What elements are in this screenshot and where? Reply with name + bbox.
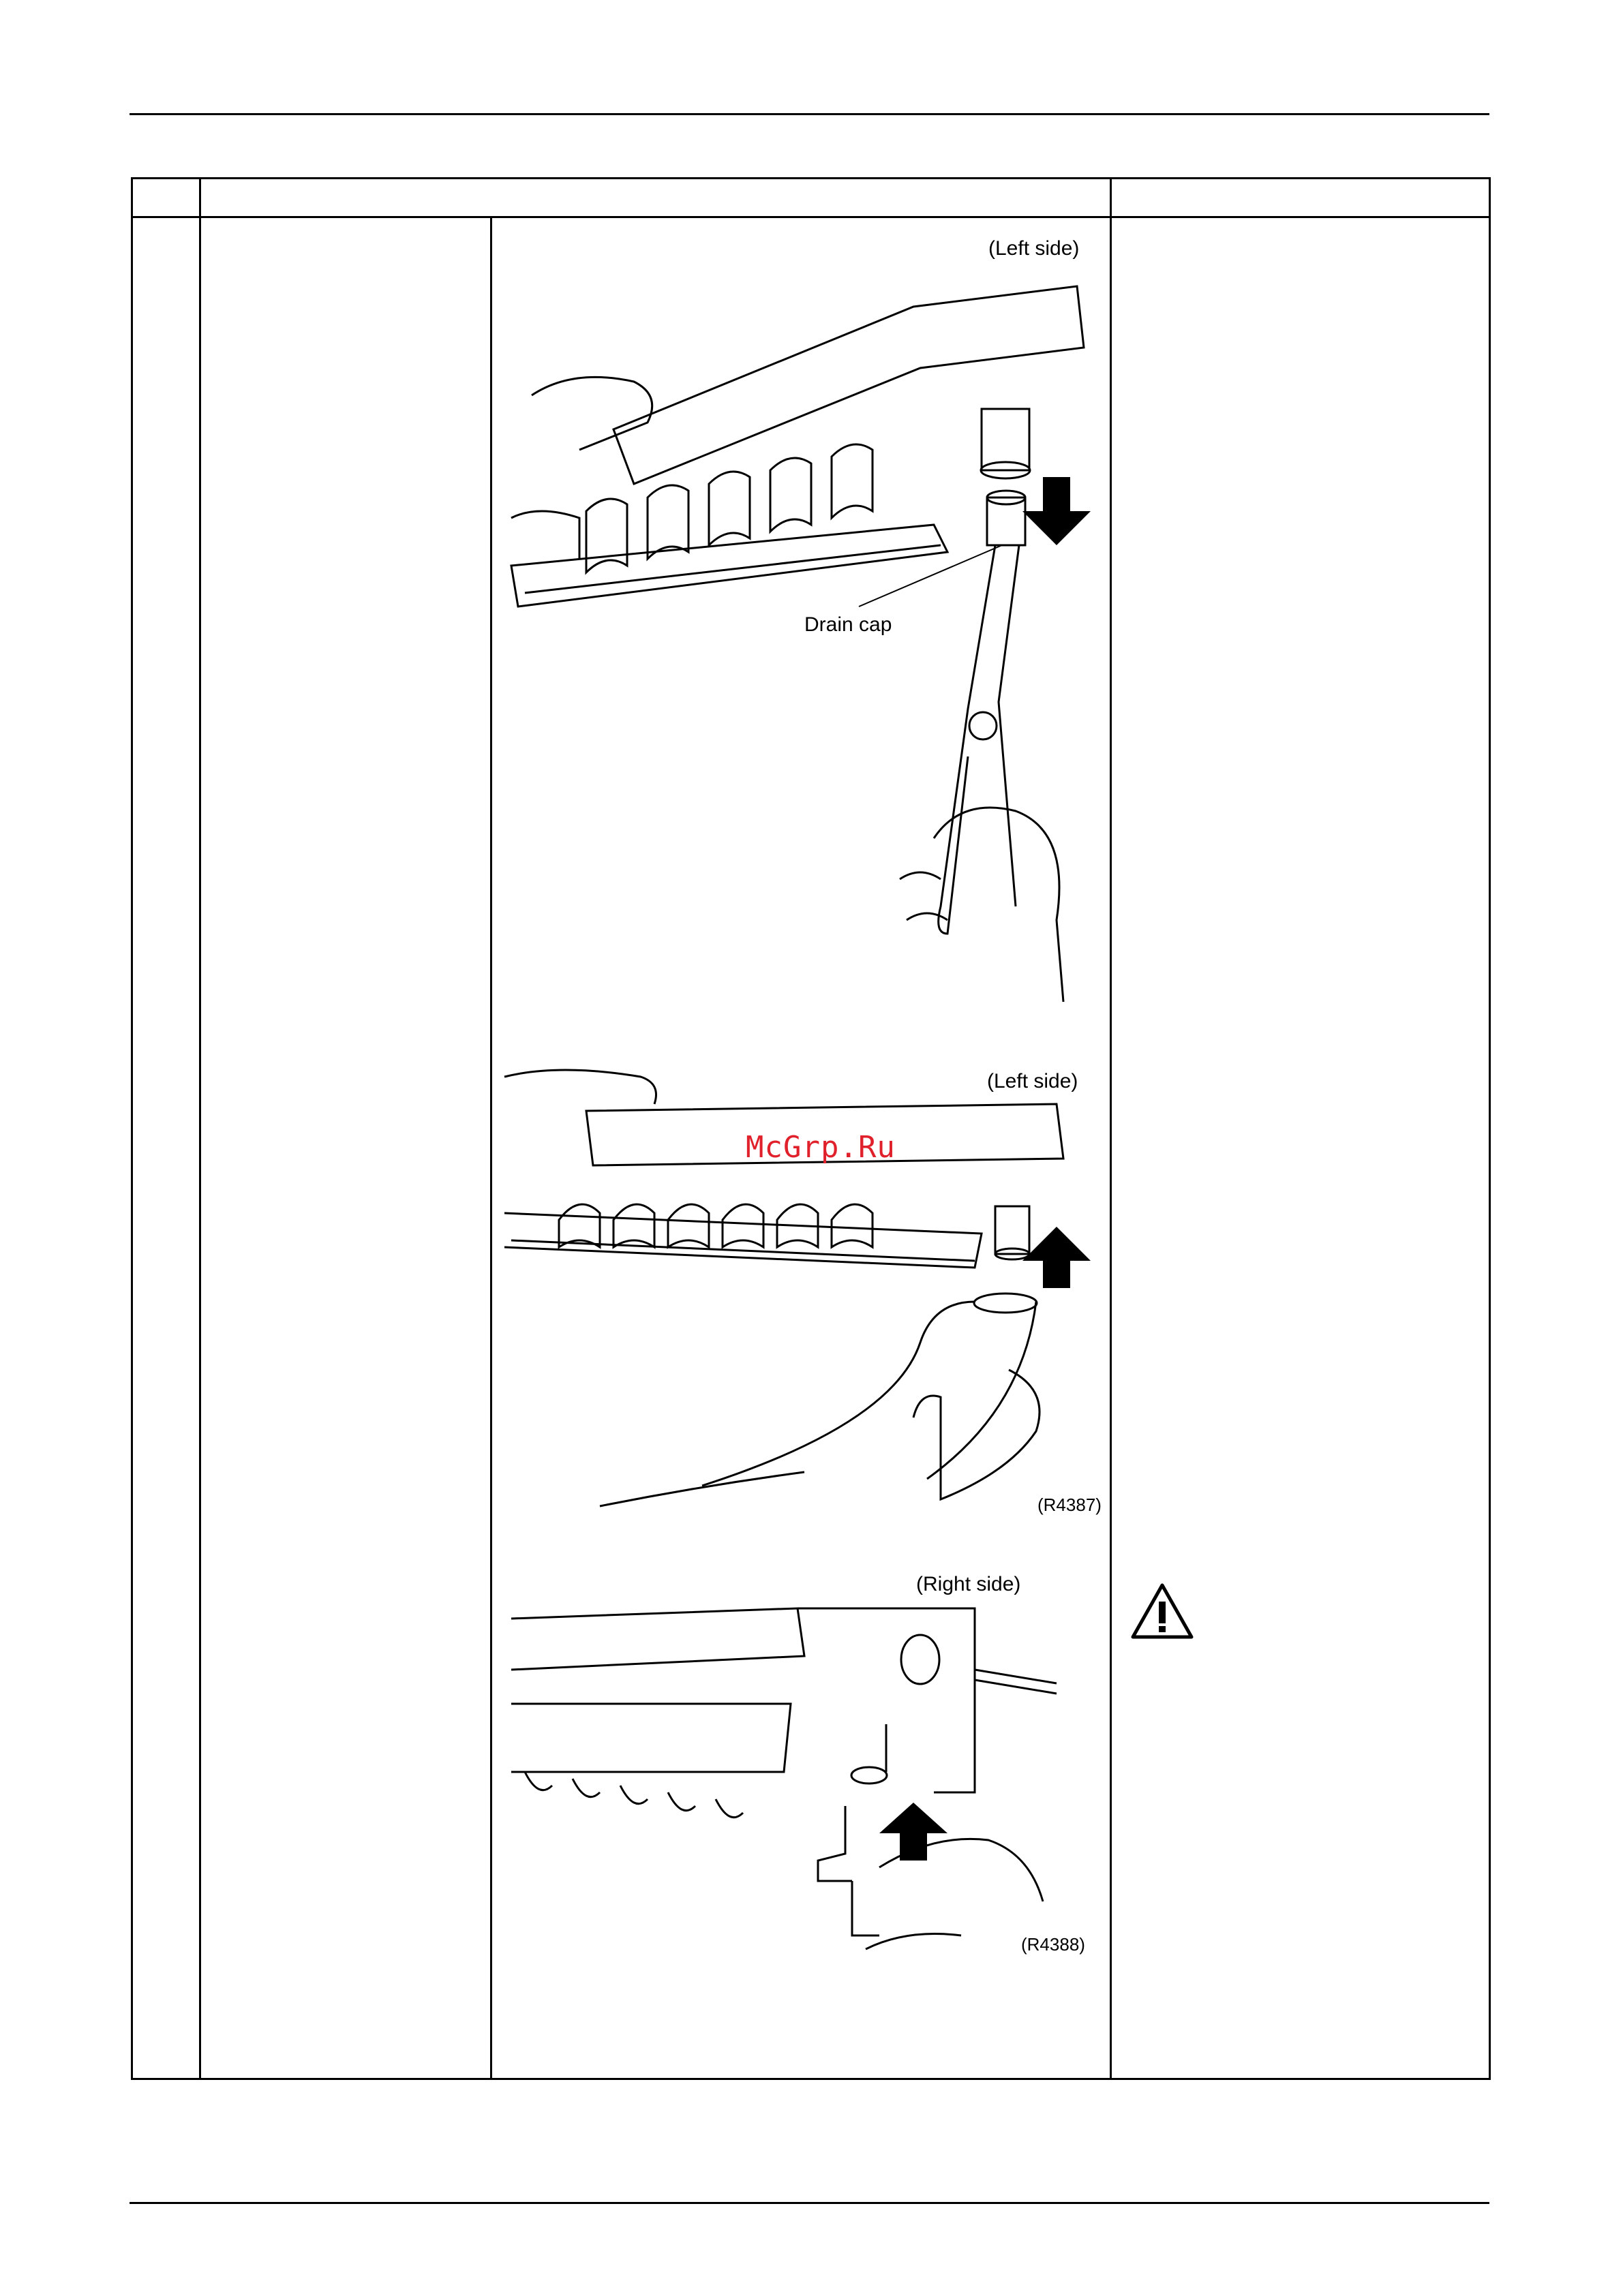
figure-ref-number: (R4388) [1021,1934,1085,1955]
header-row-divider [133,216,1489,218]
column-divider-1 [199,179,201,2078]
figure-ref-number: (R4387) [1037,1495,1102,1515]
bottom-rule [130,2202,1489,2204]
figure-side-label: (Left side) [987,1070,1078,1092]
drain-cap-illustration [498,225,1097,1015]
watermark: McGrp.Ru [746,1130,896,1165]
top-rule [130,113,1489,115]
column-divider-2 [490,216,492,2078]
arrow-down-icon [1022,477,1091,545]
figure-side-label: (Left side) [988,237,1080,260]
column-divider-3 [1110,179,1112,2078]
figure-drain-hose-attach [498,1063,1102,1527]
figure-drain-plug-attach [498,1567,1097,1976]
drain-plug-illustration [498,1567,1097,1976]
figure-side-label: (Right side) [916,1573,1021,1595]
arrow-up-icon [1022,1227,1091,1288]
warning-triangle-icon [1130,1582,1194,1640]
arrow-up-icon [879,1803,947,1861]
drain-cap-callout: Drain cap [804,613,892,636]
figure-drain-cap-removal [498,225,1097,1015]
